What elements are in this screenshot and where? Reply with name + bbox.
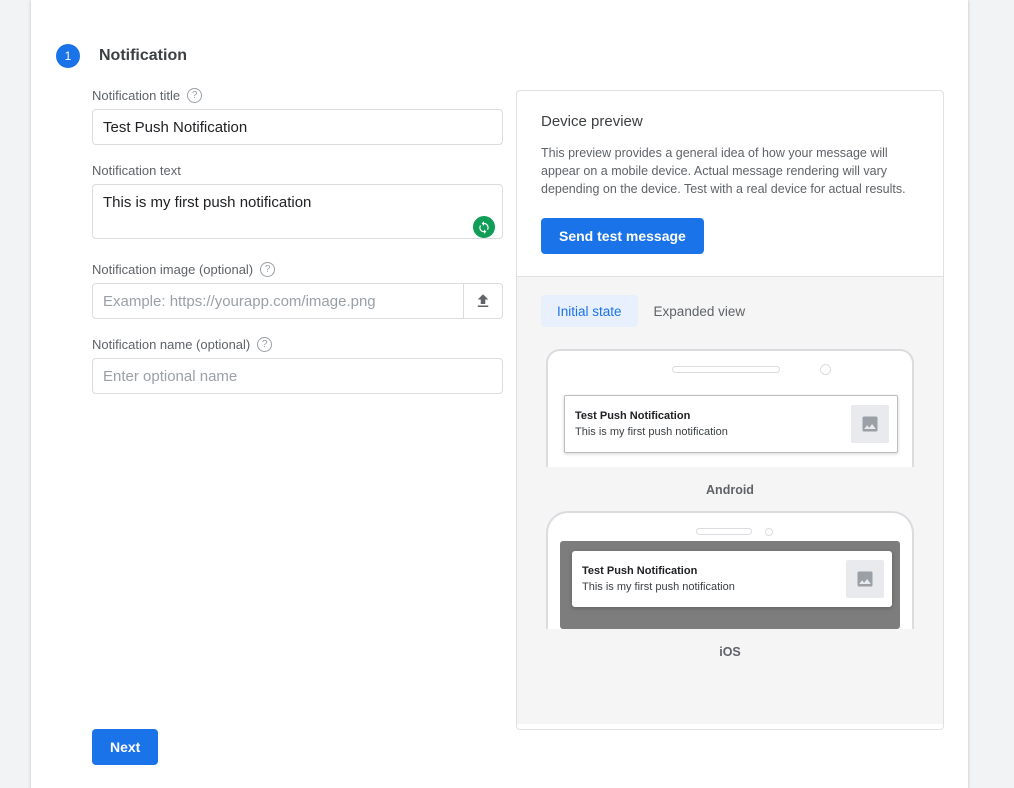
- preview-state-tabs: [541, 295, 943, 327]
- send-test-message-button[interactable]: Send test message: [541, 218, 704, 254]
- ios-notification-text: [582, 564, 846, 594]
- notification-text-label-text: Notification text: [92, 163, 181, 178]
- camera-icon: [765, 528, 773, 536]
- camera-icon: [820, 364, 831, 375]
- device-preview-title: Device preview: [541, 113, 643, 130]
- translate-icon[interactable]: [473, 216, 495, 238]
- step-header: [56, 44, 187, 68]
- android-notification-text: [575, 409, 851, 439]
- tab-expanded-view[interactable]: Expanded view: [653, 303, 746, 319]
- notification-image-label-text: Notification image (optional): [92, 262, 254, 277]
- speaker-grill: [672, 366, 780, 373]
- notification-image-input[interactable]: [92, 283, 464, 319]
- help-icon[interactable]: ?: [257, 337, 272, 352]
- device-preview-panel: [516, 90, 944, 730]
- help-icon[interactable]: ?: [187, 88, 202, 103]
- notification-name-label: [92, 337, 512, 352]
- notification-composer-card: [31, 0, 968, 788]
- page-title: Notification: [99, 47, 187, 64]
- device-preview-body: [517, 276, 943, 724]
- notification-image-row: [92, 283, 503, 319]
- notification-form: [92, 88, 512, 394]
- notification-text-wrapper: [92, 184, 503, 244]
- help-icon[interactable]: ?: [260, 262, 275, 277]
- notification-name-label-text: Notification name (optional): [92, 337, 251, 352]
- device-preview-description: This preview provides a general idea of how your message will appear on a mobile device. Actual message rendering will vary depending on the device. Test with a real device for actual results.: [541, 146, 906, 196]
- notification-name-input[interactable]: [92, 358, 503, 394]
- device-preview-header: [517, 91, 943, 276]
- android-device-label: Android: [706, 483, 754, 497]
- android-notification-card: [564, 395, 898, 453]
- notification-text-label: [92, 163, 512, 178]
- android-notification-body: This is my first push notification: [575, 426, 728, 438]
- ios-notification-title: Test Push Notification: [582, 565, 698, 577]
- notification-title-label: [92, 88, 512, 103]
- tab-initial-state[interactable]: Initial state: [541, 295, 638, 327]
- upload-icon[interactable]: [464, 283, 503, 319]
- speaker-grill: [696, 528, 752, 535]
- step-number-badge: 1: [56, 44, 80, 68]
- android-notification-title: Test Push Notification: [575, 410, 691, 422]
- ios-notification-card: [572, 551, 892, 607]
- image-placeholder-icon: [851, 405, 889, 443]
- android-device-frame: [546, 349, 914, 467]
- notification-title-input[interactable]: [92, 109, 503, 145]
- image-placeholder-icon: [846, 560, 884, 598]
- ios-device-frame: [546, 511, 914, 629]
- device-previews: [517, 349, 943, 659]
- ios-notification-body: This is my first push notification: [582, 581, 735, 593]
- next-button[interactable]: Next: [92, 729, 158, 765]
- notification-image-label: [92, 262, 512, 277]
- notification-text-input[interactable]: [92, 184, 503, 239]
- ios-device-label: iOS: [719, 645, 741, 659]
- notification-title-label-text: Notification title: [92, 88, 181, 103]
